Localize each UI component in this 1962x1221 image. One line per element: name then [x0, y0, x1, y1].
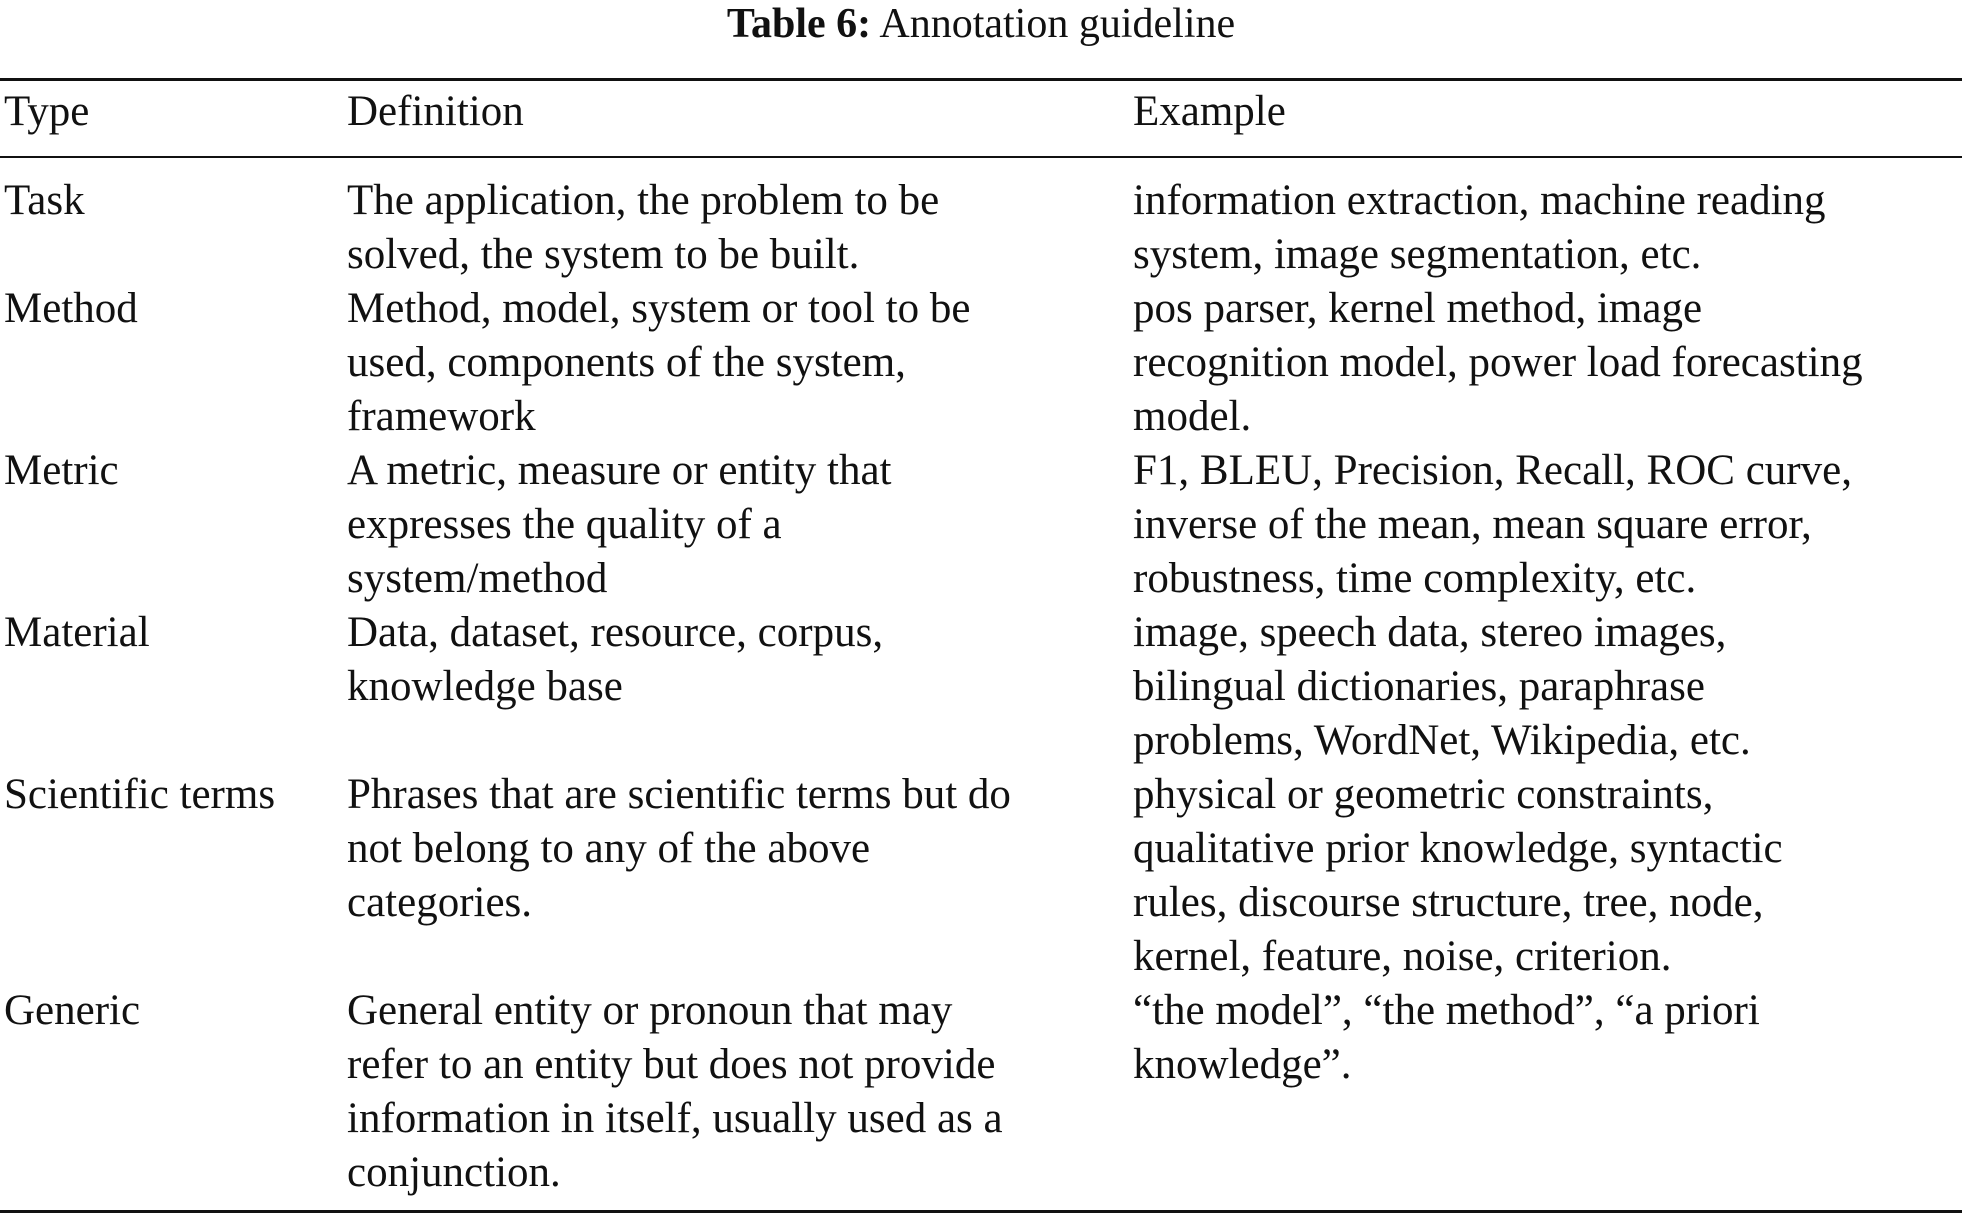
row-example-cell: information extraction, machine reading system, image segmentation, etc. — [1133, 177, 1826, 278]
row-type-cell: Generic — [4, 987, 141, 1034]
table-header-row — [0, 84, 1962, 150]
table-top-rule — [0, 78, 1962, 81]
row-type-cell: Method — [4, 285, 138, 332]
row-example-cell: F1, BLEU, Precision, Recall, ROC curve, inverse of the mean, mean square error, robustness, time complexity, etc. — [1133, 447, 1852, 602]
caption-title: Annotation guideline — [879, 1, 1236, 47]
caption-label: Table 6: — [726, 1, 872, 47]
row-example-cell: image, speech data, stereo images, bilingual dictionaries, paraphrase problems, WordNet, Wikipedia, etc. — [1133, 609, 1751, 764]
row-type-cell: Task — [4, 177, 85, 224]
header-type: Type — [4, 88, 90, 135]
row-type-cell: Metric — [4, 447, 119, 494]
row-definition-cell: The application, the problem to be solved, the system to be built. — [347, 177, 940, 278]
row-example-cell: physical or geometric constraints, qualitative prior knowledge, syntactic rules, discourse structure, tree, node, kernel, feature, noise, criterion. — [1133, 771, 1783, 980]
row-definition-cell: Method, model, system or tool to be used, components of the system, framework — [347, 285, 971, 440]
row-example-cell: pos parser, kernel method, image recognition model, power load forecasting model. — [1133, 285, 1863, 440]
row-definition-cell: A metric, measure or entity that expresses the quality of a system/method — [347, 447, 892, 602]
row-type-cell: Material — [4, 609, 150, 656]
table-header-rule — [0, 156, 1962, 158]
row-type-cell: Scientific terms — [4, 771, 276, 818]
row-example-cell: “the model”, “the method”, “a priori knowledge”. — [1133, 987, 1760, 1088]
table-caption — [0, 0, 1962, 52]
header-example: Example — [1133, 88, 1286, 135]
table-bottom-rule — [0, 1210, 1962, 1213]
row-definition-cell: General entity or pronoun that may refer to an entity but does not provide information in itself, usually used as a conjunction. — [347, 987, 1003, 1196]
header-definition: Definition — [347, 88, 524, 135]
row-definition-cell: Data, dataset, resource, corpus, knowledge base — [347, 609, 884, 710]
row-definition-cell: Phrases that are scientific terms but do not belong to any of the above categories. — [347, 771, 1011, 926]
